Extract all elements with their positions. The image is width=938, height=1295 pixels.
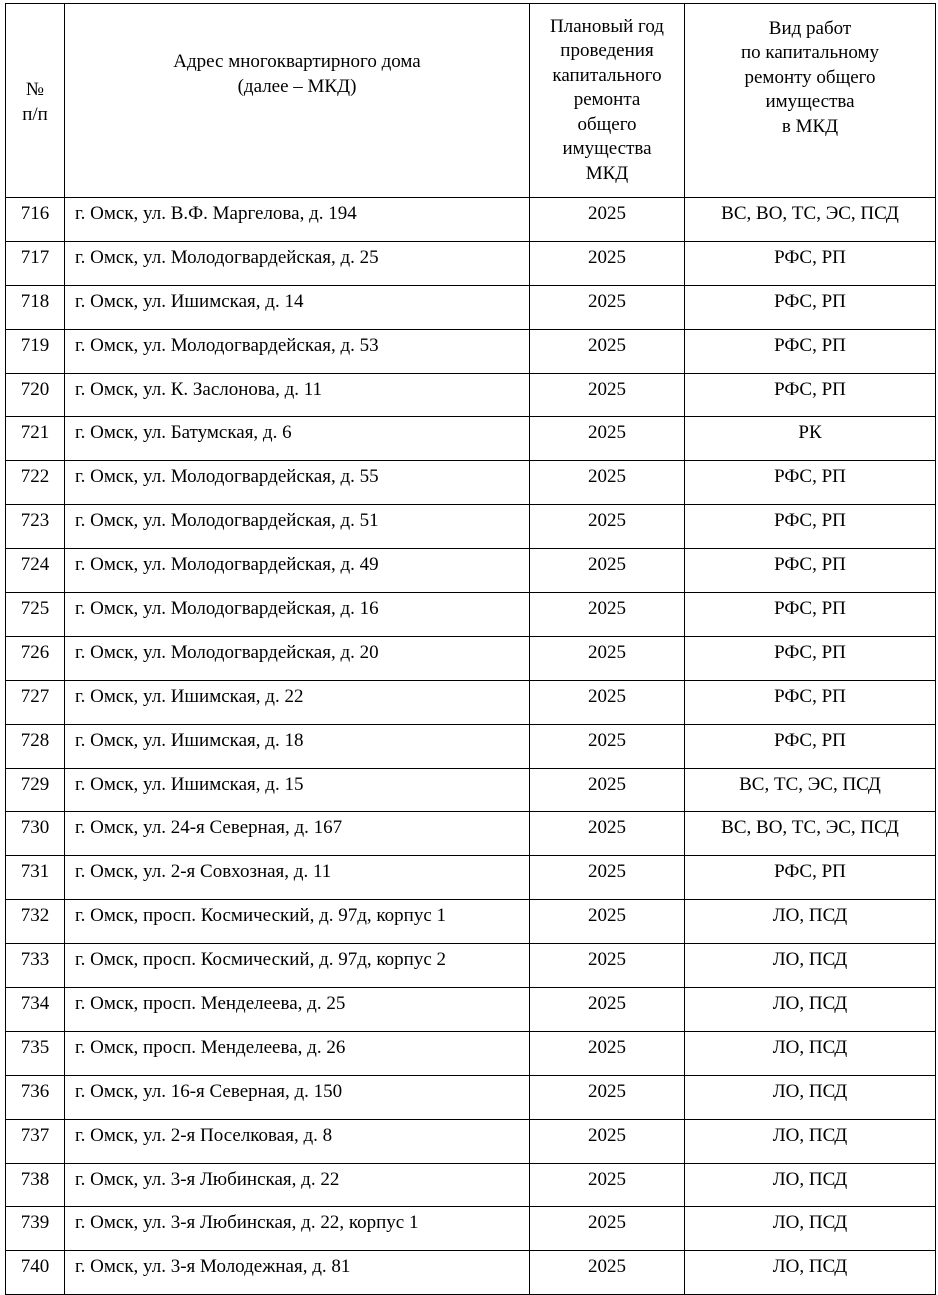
row-works: РФС, РП [685,285,936,329]
row-number: 735 [6,1031,65,1075]
row-address: г. Омск, ул. Ишимская, д. 14 [65,285,530,329]
row-address: г. Омск, просп. Менделеева, д. 26 [65,1031,530,1075]
row-address: г. Омск, ул. 2-я Совхозная, д. 11 [65,856,530,900]
row-address: г. Омск, ул. Молодогвардейская, д. 55 [65,461,530,505]
row-year: 2025 [530,636,685,680]
row-year: 2025 [530,812,685,856]
row-year: 2025 [530,768,685,812]
table-body [6,198,936,1295]
row-number: 731 [6,856,65,900]
row-number: 738 [6,1163,65,1207]
row-works: ЛО, ПСД [685,1031,936,1075]
header-year: Плановый год проведения капитального ремонта общего имущества МКД [530,4,685,198]
table-row [6,944,936,988]
table-row [6,285,936,329]
table-row [6,373,936,417]
row-works: ЛО, ПСД [685,1163,936,1207]
row-year: 2025 [530,1207,685,1251]
table-row [6,1207,936,1251]
table-row [6,988,936,1032]
row-works: ЛО, ПСД [685,1119,936,1163]
row-number: 740 [6,1251,65,1295]
row-number: 730 [6,812,65,856]
header-num: № п/п [6,4,65,198]
row-number: 718 [6,285,65,329]
table-row [6,1119,936,1163]
row-address: г. Омск, просп. Космический, д. 97д, корпус 1 [65,900,530,944]
row-works: ЛО, ПСД [685,900,936,944]
row-year: 2025 [530,944,685,988]
row-year: 2025 [530,1075,685,1119]
table-row [6,461,936,505]
row-year: 2025 [530,680,685,724]
row-year: 2025 [530,461,685,505]
table-row [6,768,936,812]
row-address: г. Омск, ул. Молодогвардейская, д. 49 [65,549,530,593]
table-row [6,1163,936,1207]
table-row [6,1031,936,1075]
row-number: 728 [6,724,65,768]
row-address: г. Омск, ул. К. Заслонова, д. 11 [65,373,530,417]
row-address: г. Омск, ул. 3-я Молодежная, д. 81 [65,1251,530,1295]
table-header [6,4,936,198]
row-year: 2025 [530,198,685,242]
row-year: 2025 [530,988,685,1032]
table-row [6,812,936,856]
row-year: 2025 [530,1163,685,1207]
row-year: 2025 [530,1031,685,1075]
row-works: РФС, РП [685,549,936,593]
row-year: 2025 [530,329,685,373]
row-address: г. Омск, ул. 3-я Любинская, д. 22 [65,1163,530,1207]
row-number: 733 [6,944,65,988]
row-address: г. Омск, ул. Молодогвардейская, д. 53 [65,329,530,373]
row-number: 721 [6,417,65,461]
row-works: ЛО, ПСД [685,1207,936,1251]
row-year: 2025 [530,373,685,417]
table-row [6,329,936,373]
row-address: г. Омск, ул. Батумская, д. 6 [65,417,530,461]
row-year: 2025 [530,1119,685,1163]
row-number: 732 [6,900,65,944]
row-works: РФС, РП [685,329,936,373]
row-works: РФС, РП [685,680,936,724]
table-row [6,549,936,593]
row-year: 2025 [530,856,685,900]
row-address: г. Омск, ул. 24-я Северная, д. 167 [65,812,530,856]
row-year: 2025 [530,241,685,285]
row-year: 2025 [530,593,685,637]
table-row [6,417,936,461]
row-works: РФС, РП [685,373,936,417]
row-works: РФС, РП [685,856,936,900]
row-address: г. Омск, ул. 2-я Поселковая, д. 8 [65,1119,530,1163]
row-works: ЛО, ПСД [685,988,936,1032]
table-row [6,680,936,724]
row-address: г. Омск, ул. Молодогвардейская, д. 20 [65,636,530,680]
header-works: Вид работ по капитальному ремонту общего имущества в МКД [685,4,936,198]
row-address: г. Омск, ул. Ишимская, д. 22 [65,680,530,724]
table-row [6,856,936,900]
row-number: 727 [6,680,65,724]
row-address: г. Омск, ул. Ишимская, д. 18 [65,724,530,768]
row-number: 716 [6,198,65,242]
row-year: 2025 [530,1251,685,1295]
row-number: 722 [6,461,65,505]
table-row [6,505,936,549]
table-row [6,636,936,680]
row-number: 734 [6,988,65,1032]
row-works: РФС, РП [685,505,936,549]
row-number: 725 [6,593,65,637]
table-row [6,724,936,768]
row-address: г. Омск, ул. 3-я Любинская, д. 22, корпус 1 [65,1207,530,1251]
row-address: г. Омск, ул. В.Ф. Маргелова, д. 194 [65,198,530,242]
row-year: 2025 [530,900,685,944]
row-year: 2025 [530,505,685,549]
table-row [6,1251,936,1295]
row-works: РК [685,417,936,461]
row-works: РФС, РП [685,593,936,637]
row-year: 2025 [530,724,685,768]
table-row [6,198,936,242]
row-number: 717 [6,241,65,285]
row-works: РФС, РП [685,241,936,285]
table-row [6,241,936,285]
row-number: 736 [6,1075,65,1119]
row-address: г. Омск, ул. Молодогвардейская, д. 16 [65,593,530,637]
row-number: 737 [6,1119,65,1163]
row-number: 726 [6,636,65,680]
row-year: 2025 [530,549,685,593]
row-year: 2025 [530,285,685,329]
row-works: РФС, РП [685,636,936,680]
row-address: г. Омск, ул. Молодогвардейская, д. 25 [65,241,530,285]
row-works: ВС, ВО, ТС, ЭС, ПСД [685,198,936,242]
row-number: 720 [6,373,65,417]
header-row [6,4,936,198]
row-address: г. Омск, ул. Ишимская, д. 15 [65,768,530,812]
row-address: г. Омск, просп. Менделеева, д. 25 [65,988,530,1032]
row-address: г. Омск, ул. 16-я Северная, д. 150 [65,1075,530,1119]
table-row [6,900,936,944]
row-address: г. Омск, просп. Космический, д. 97д, корпус 2 [65,944,530,988]
row-works: ВС, ВО, ТС, ЭС, ПСД [685,812,936,856]
row-year: 2025 [530,417,685,461]
row-address: г. Омск, ул. Молодогвардейская, д. 51 [65,505,530,549]
row-works: РФС, РП [685,461,936,505]
row-works: ЛО, ПСД [685,944,936,988]
row-works: ЛО, ПСД [685,1075,936,1119]
row-number: 723 [6,505,65,549]
row-works: ВС, ТС, ЭС, ПСД [685,768,936,812]
row-number: 719 [6,329,65,373]
table-row [6,593,936,637]
row-number: 724 [6,549,65,593]
row-works: РФС, РП [685,724,936,768]
row-number: 739 [6,1207,65,1251]
row-works: ЛО, ПСД [685,1251,936,1295]
row-number: 729 [6,768,65,812]
header-address: Адрес многоквартирного дома (далее – МКД) [65,4,530,198]
table-row [6,1075,936,1119]
mkd-repair-table [5,3,936,1295]
